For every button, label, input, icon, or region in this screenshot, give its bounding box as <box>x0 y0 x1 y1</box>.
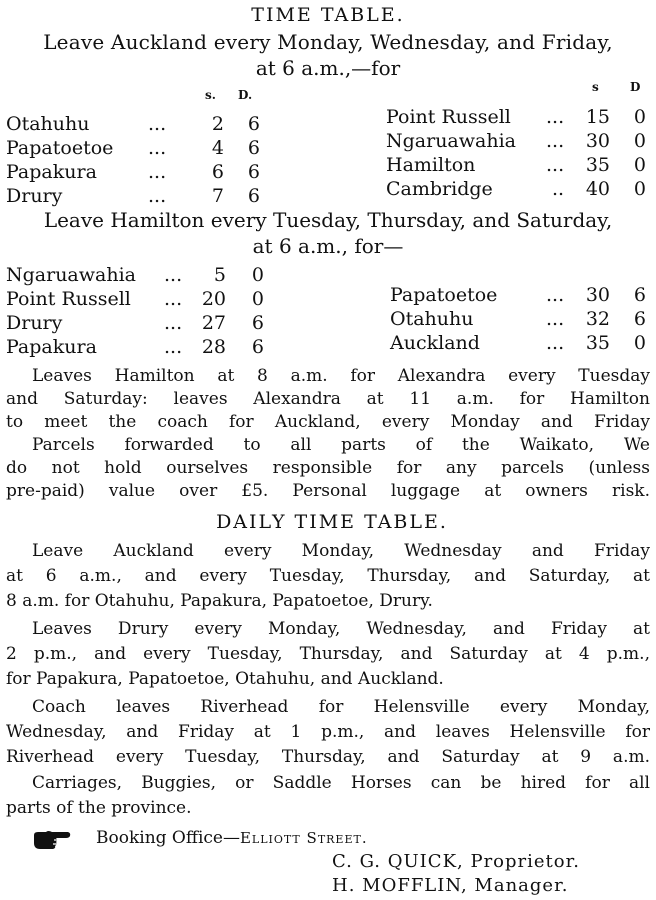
fare-pence: 0 <box>251 264 264 286</box>
destination-name: Papatoetoe <box>6 137 114 159</box>
table-row <box>386 154 650 178</box>
table-row <box>6 288 286 312</box>
destination-name: Cambridge <box>386 178 493 200</box>
paragraph-line: for Papakura, Papatoetoe, Otahuhu, and Auckland. <box>6 669 444 689</box>
fare-pence: 6 <box>247 137 260 159</box>
paragraph-line: Leaves Drury every Monday, Wednesday, and Friday at <box>32 619 650 639</box>
booking-office-label: Booking Office— <box>96 828 240 848</box>
fare-header-shillings-right: s <box>592 80 599 94</box>
fare-pence: 6 <box>633 308 646 330</box>
fare-pence: 6 <box>251 336 264 358</box>
destination-name: Point Russell <box>6 288 131 310</box>
fare-shillings: 15 <box>585 106 610 128</box>
leader-dots: ... <box>164 312 183 334</box>
section1-lead-line2: at 6 a.m.,—for <box>255 56 401 80</box>
destination-name: Hamilton <box>386 154 476 176</box>
fare-shillings: 7 <box>211 185 224 207</box>
section2-lead-line1: Leave Hamilton every Tuesday, Thursday, and Saturday, <box>43 208 613 232</box>
fare-shillings: 40 <box>585 178 610 200</box>
table-row <box>6 185 276 209</box>
leader-dots: ... <box>148 113 167 135</box>
destination-name: Papakura <box>6 336 97 358</box>
leader-dots: ... <box>546 106 565 128</box>
manager-signature: H. MOFFLIN, Manager. <box>332 875 569 896</box>
table-row <box>390 308 650 332</box>
table-row <box>6 161 276 185</box>
leader-dots: ... <box>546 284 565 306</box>
fare-pence: 6 <box>247 161 260 183</box>
fare-header-shillings: s. <box>205 88 216 102</box>
paragraph-line: do not hold ourselves responsible for any parcels (unless <box>6 458 650 478</box>
fare-shillings: 20 <box>201 288 226 310</box>
destination-name: Ngaruawahia <box>6 264 136 286</box>
fare-header-pence: D. <box>238 88 253 102</box>
booking-office-street: Elliott Street. <box>239 829 368 847</box>
section1-lead-line1: Leave Auckland every Monday, Wednesday, and Friday, <box>43 30 613 54</box>
table-row <box>386 130 650 154</box>
paragraph-line: 2 p.m., and every Tuesday, Thursday, and Saturday at 4 p.m., <box>6 644 650 664</box>
fare-header-pence-right: D <box>630 80 641 94</box>
table-row <box>6 264 286 288</box>
leader-dots: ... <box>546 308 565 330</box>
fare-pence: 0 <box>633 154 646 176</box>
fare-pence: 6 <box>247 185 260 207</box>
fare-pence: 6 <box>633 284 646 306</box>
daily-time-table-heading: DAILY TIME TABLE. <box>216 511 448 533</box>
paragraph-line: Carriages, Buggies, or Saddle Horses can be hired for all <box>32 773 650 793</box>
fare-shillings: 30 <box>585 284 610 306</box>
fare-pence: 0 <box>633 106 646 128</box>
leader-dots: ... <box>164 336 183 358</box>
paragraph-line: Riverhead every Tuesday, Thursday, and Saturday at 9 a.m. <box>6 747 650 767</box>
fare-pence: 6 <box>251 312 264 334</box>
table-row <box>6 137 276 161</box>
table-row <box>390 332 650 356</box>
destination-name: Drury <box>6 312 63 334</box>
fare-shillings: 30 <box>585 130 610 152</box>
paragraph-line: to meet the coach for Auckland, every Monday and Friday <box>6 412 650 432</box>
fare-pence: 0 <box>633 130 646 152</box>
table-row <box>6 336 286 360</box>
paragraph-line: Leaves Hamilton at 8 a.m. for Alexandra every Tuesday <box>32 366 650 386</box>
destination-name: Papatoetoe <box>390 284 498 306</box>
table-row <box>386 178 650 202</box>
paragraph-line: Leave Auckland every Monday, Wednesday and Friday <box>32 541 650 561</box>
paragraph-line: parts of the province. <box>6 798 192 818</box>
destination-name: Auckland <box>390 332 480 354</box>
destination-name: Otahuhu <box>6 113 90 135</box>
leader-dots: ... <box>164 288 183 310</box>
fare-pence: 0 <box>251 288 264 310</box>
table-row <box>390 284 650 308</box>
section2-lead-line2: at 6 a.m., for— <box>252 234 404 258</box>
pointing-hand-icon <box>32 829 72 851</box>
table-row <box>6 312 286 336</box>
leader-dots: ... <box>546 332 565 354</box>
fare-shillings: 4 <box>211 137 224 159</box>
paragraph-line: pre-paid) value over £5. Personal luggage at owners risk. <box>6 481 650 501</box>
fare-pence: 6 <box>247 113 260 135</box>
fare-shillings: 35 <box>585 332 610 354</box>
fare-shillings: 27 <box>201 312 226 334</box>
page-title: TIME TABLE. <box>251 4 405 26</box>
leader-dots: ... <box>164 264 183 286</box>
booking-office-line <box>96 828 368 848</box>
leader-dots: ... <box>148 137 167 159</box>
paragraph-line: Parcels forwarded to all parts of the Waikato, We <box>32 435 650 455</box>
fare-shillings: 6 <box>211 161 224 183</box>
paragraph-line: Wednesday, and Friday at 1 p.m., and leaves Helensville for <box>6 722 650 742</box>
proprietor-signature: C. G. QUICK, Proprietor. <box>332 851 580 872</box>
fare-shillings: 5 <box>213 264 226 286</box>
table-row <box>386 106 650 130</box>
fare-shillings: 2 <box>211 113 224 135</box>
destination-name: Ngaruawahia <box>386 130 516 152</box>
fare-shillings: 35 <box>585 154 610 176</box>
paragraph-line: Coach leaves Riverhead for Helensville every Monday, <box>32 697 650 717</box>
fare-pence: 0 <box>633 332 646 354</box>
destination-name: Otahuhu <box>390 308 474 330</box>
paragraph-line: 8 a.m. for Otahuhu, Papakura, Papatoetoe, Drury. <box>6 591 433 611</box>
leader-dots: ... <box>148 161 167 183</box>
table-row <box>6 113 276 137</box>
destination-name: Point Russell <box>386 106 511 128</box>
destination-name: Papakura <box>6 161 97 183</box>
fare-shillings: 28 <box>201 336 226 358</box>
fare-pence: 0 <box>633 178 646 200</box>
paragraph-line: at 6 a.m., and every Tuesday, Thursday, and Saturday, at <box>6 566 650 586</box>
destination-name: Drury <box>6 185 63 207</box>
leader-dots: .. <box>552 178 565 200</box>
leader-dots: ... <box>546 130 565 152</box>
leader-dots: ... <box>546 154 565 176</box>
paragraph-line: and Saturday: leaves Alexandra at 11 a.m. for Hamilton <box>6 389 650 409</box>
fare-shillings: 32 <box>585 308 610 330</box>
leader-dots: ... <box>148 185 167 207</box>
